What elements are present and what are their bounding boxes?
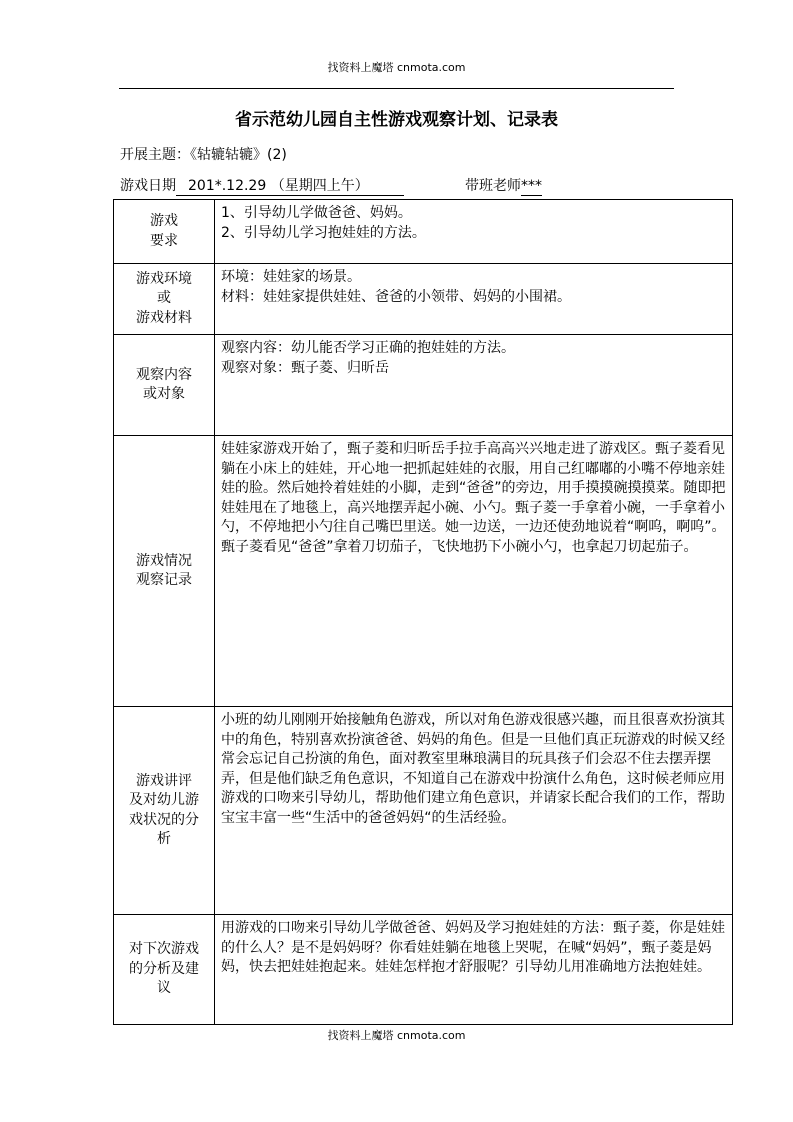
row-content bbox=[215, 335, 733, 436]
header-site-text: 找资料上魔塔 cnmota.com bbox=[327, 61, 466, 74]
header-divider bbox=[119, 88, 674, 89]
row-label-line: 析 bbox=[157, 831, 171, 847]
row-content bbox=[215, 200, 733, 264]
table-row-suggestions bbox=[114, 915, 733, 1025]
row-label-line: 游戏环境 bbox=[136, 270, 192, 287]
row-content-line: 材料：娃娃家提供娃娃、爸爸的小领带、妈妈的小围裙。 bbox=[221, 288, 571, 305]
page-title: 省示范幼儿园自主性游戏观察计划、记录表 bbox=[235, 110, 558, 130]
row-content-line: 娃娃家游戏开始了，甄子菱和归昕岳手拉手高高兴兴地走进了游戏区。甄子菱看见躺在小床上的娃娃，开心地一把抓起娃娃的衣服，用自己红嘟嘟的小嘴不停地亲娃娃的脸。然后她拎着娃娃的小脚，走到“爸爸”的旁边，用手摸摸碗摸摸菜。随即把娃娃甩在了地毯上，高兴地摆弄起小碗、小勺。甄子菱一手拿着小碗，一手拿着小勺，不停地把小勺往自己嘴巴里送。她一边送，一边还使劲地说着“啊呜，啊呜”。甄子菱看见“爸爸”拿着刀切茄子，飞快地扔下小碗小勺，也拿起刀切起茄子。 bbox=[221, 441, 726, 555]
observation-table bbox=[113, 199, 733, 1025]
table-row-environment bbox=[114, 264, 733, 335]
row-content bbox=[215, 915, 733, 1025]
row-label-line: 要求 bbox=[150, 232, 178, 249]
row-content bbox=[215, 436, 733, 707]
row-content-line: 观察内容：幼儿能否学习正确的抱娃娃的方法。 bbox=[221, 340, 515, 356]
table-row-observation-record bbox=[114, 436, 733, 707]
table-row-requirements bbox=[114, 200, 733, 264]
row-label bbox=[114, 915, 215, 1025]
date-line bbox=[120, 175, 404, 196]
row-label bbox=[114, 200, 215, 264]
row-label-line: 或 bbox=[157, 290, 171, 307]
row-label-line: 游戏材料 bbox=[136, 309, 192, 326]
row-label-line: 游戏讲评 bbox=[136, 772, 192, 789]
row-label-line: 的分析及建 bbox=[129, 960, 199, 977]
date-value: 201*.12.29 （星期四上午） bbox=[176, 175, 404, 196]
row-label bbox=[114, 264, 215, 335]
row-content-line: 小班的幼儿刚刚开始接触角色游戏，所以对角色游戏很感兴趣，而且很喜欢扮演其中的角色，特别喜欢扮演爸爸、妈妈的角色。但是一旦他们真正玩游戏的时候又经常会忘记自己扮演的角色，面对教室里琳琅满目的玩具孩子们会忍不住去摆弄摆弄，但是他们缺乏角色意识，不知道自己在游戏中扮演什么角色，这时候老师应用游戏的口吻来引导幼儿，帮助他们建立角色意识，并请家长配合我们的工作，帮助宝宝丰富一些“生活中的爸爸妈妈“的生活经验。 bbox=[221, 712, 725, 826]
row-label-line: 观察内容 bbox=[136, 366, 192, 383]
theme-line bbox=[120, 144, 287, 164]
row-label-line: 对下次游戏 bbox=[129, 941, 199, 958]
row-label bbox=[114, 335, 215, 436]
teacher-label: 带班老师 bbox=[465, 178, 521, 194]
theme-value: 《轱辘轱辘》(2) bbox=[190, 147, 287, 163]
table-row-observation-target bbox=[114, 335, 733, 436]
row-label-line: 游戏 bbox=[150, 213, 178, 229]
row-content bbox=[215, 707, 733, 915]
row-label-line: 戏状况的分 bbox=[129, 811, 199, 828]
footer-site-text: 找资料上魔塔 cnmota.com bbox=[327, 1029, 466, 1042]
teacher-value: *** bbox=[521, 178, 542, 194]
theme-label: 开展主题： bbox=[120, 147, 190, 163]
row-content-line: 2、引导幼儿学习抱娃娃的方法。 bbox=[221, 224, 426, 241]
row-label-line: 或对象 bbox=[143, 386, 185, 402]
date-label: 游戏日期 bbox=[120, 178, 176, 194]
row-content-line: 用游戏的口吻来引导幼儿学做爸爸、妈妈及学习抱娃娃的方法：甄子菱，你是娃娃的什么人？是不是妈妈呀？你看娃娃躺在地毯上哭呢，在喊“妈妈”，甄子菱是妈妈，快去把娃娃抱起来。娃娃怎样抱才舒服呢？引导幼儿用准确地方法抱娃娃。 bbox=[221, 920, 725, 975]
row-content-line: 环境：娃娃家的场景。 bbox=[221, 269, 361, 285]
row-content-line: 观察对象：甄子菱、归昕岳 bbox=[221, 359, 389, 376]
row-content bbox=[215, 264, 733, 335]
row-label bbox=[114, 436, 215, 707]
teacher-line bbox=[465, 175, 542, 195]
row-label-line: 及对幼儿游 bbox=[129, 792, 199, 808]
row-label-line: 观察记录 bbox=[136, 572, 192, 588]
row-label-line: 游戏情况 bbox=[136, 552, 192, 569]
row-label bbox=[114, 707, 215, 915]
row-label-line: 议 bbox=[157, 980, 171, 997]
row-content-line: 1、引导幼儿学做爸爸、妈妈。 bbox=[221, 205, 412, 221]
table-row-evaluation bbox=[114, 707, 733, 915]
